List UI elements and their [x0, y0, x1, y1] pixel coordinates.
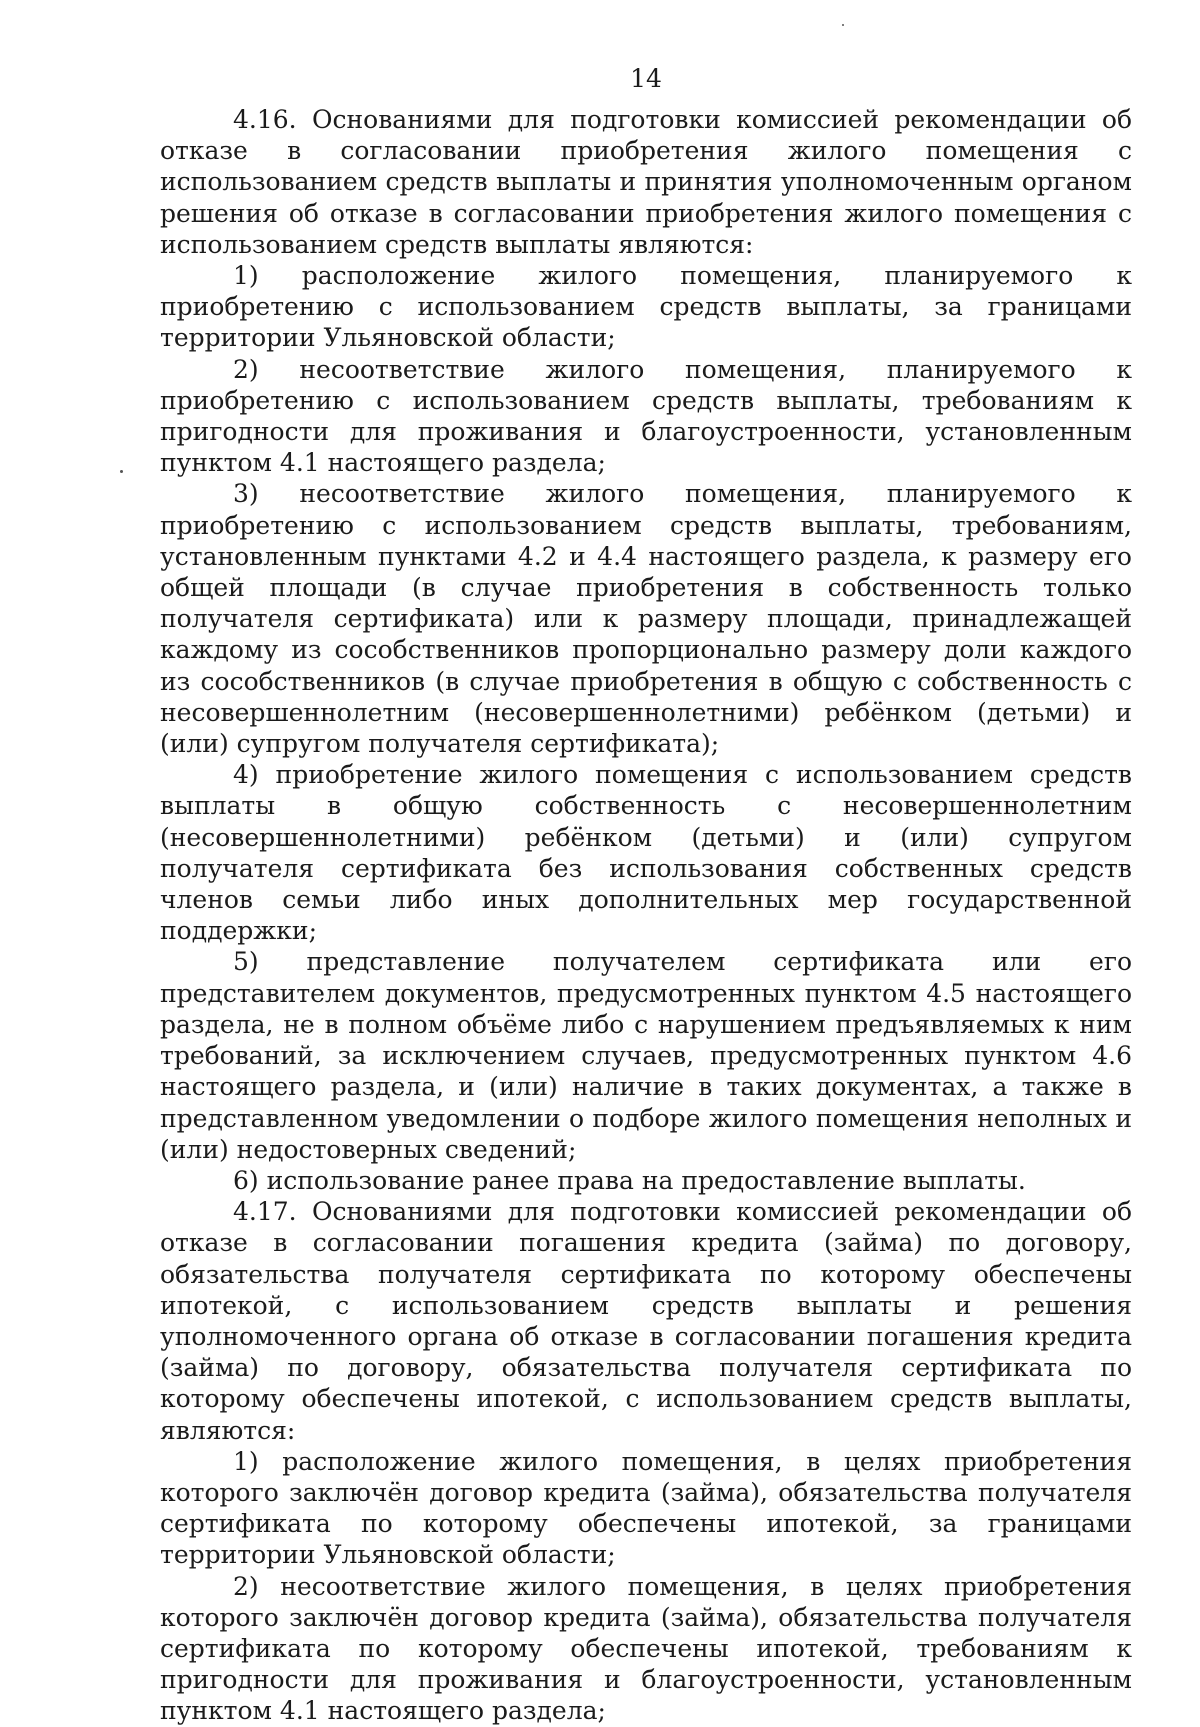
paragraph-4-16-item-1: 1) расположение жилого помещения, планируемого к приобретению с использованием средств выплаты, за границами территории Ульяновской области; [160, 261, 1132, 353]
paragraph-4-16-item-3: 3) несоответствие жилого помещения, планируемого к приобретению с использованием средств выплаты, требованиям, установленным пунктами 4.2 и 4.4 настоящего раздела, к размеру его общей площади (в случае приобретения в собственность только получателя сертификата) или к размеру площади, принадлежащей каждому из сособственников пропорционально размеру доли каждого из сособственников (в случае приобретения в общую с собственность с несовершеннолетним (несовершеннолетними) ребёнком (детьми) и (или) супругом получателя сертификата); [160, 479, 1132, 759]
paragraph-4-16-item-6: 6) использование ранее права на предоставление выплаты. [233, 1165, 1026, 1195]
paragraph-4-16: 4.16. Основаниями для подготовки комиссией рекомендации об отказе в согласовании приобретения жилого помещения с использованием средств выплаты и принятия уполномоченным органом решения об отказе в согласовании приобретения жилого помещения с использованием средств выплаты являются: [160, 105, 1132, 259]
paragraph-4-16-item-4: 4) приобретение жилого помещения с использованием средств выплаты в общую собственность с несовершеннолетним (несовершеннолетними) ребёнком (детьми) и (или) супругом получателя сертификата без использования собственных средств членов семьи либо иных дополнительных мер государственной поддержки; [160, 760, 1132, 946]
page-number: 14 [630, 64, 662, 93]
paragraph-4-17: 4.17. Основаниями для подготовки комиссией рекомендации об отказе в согласовании погашения кредита (займа) по договору, обязательства получателя сертификата по которому обеспечены ипотекой, с использованием средств выплаты и решения уполномоченного органа об отказе в согласовании погашения кредита (займа) по договору, обязательства получателя сертификата по которому обеспечены ипотекой, с использованием средств выплаты, являются: [160, 1197, 1132, 1445]
paragraph-4-16-item-5: 5) представление получателем сертификата или его представителем документов, предусмотренных пунктом 4.5 настоящего раздела, не в полном объёме либо с нарушением предъявляемых к ним требований, за исключением случаев, предусмотренных пунктом 4.6 настоящего раздела, и (или) наличие в таких документах, а также в представленном уведомлении о подборе жилого помещения неполных и (или) недостоверных сведений; [160, 947, 1132, 1164]
document-page [160, 64, 1132, 1727]
paragraph-4-17-item-1: 1) расположение жилого помещения, в целях приобретения которого заключён договор кредита (займа), обязательства получателя сертификата по которому обеспечены ипотекой, за границами территории Ульяновской области; [160, 1446, 1132, 1570]
scan-speck-top [842, 24, 844, 26]
paragraph-4-17-item-2: 2) несоответствие жилого помещения, в целях приобретения которого заключён договор кредита (займа), обязательства получателя сертификата по которому обеспечены ипотекой, требованиям к пригодности для проживания и благоустроенности, установленным пунктом 4.1 настоящего раздела; [160, 1571, 1132, 1726]
scan-speck-margin [120, 470, 123, 473]
paragraph-4-16-item-2: 2) несоответствие жилого помещения, планируемого к приобретению с использованием средств выплаты, требованиям к пригодности для проживания и благоустроенности, установленным пунктом 4.1 настоящего раздела; [160, 354, 1132, 478]
